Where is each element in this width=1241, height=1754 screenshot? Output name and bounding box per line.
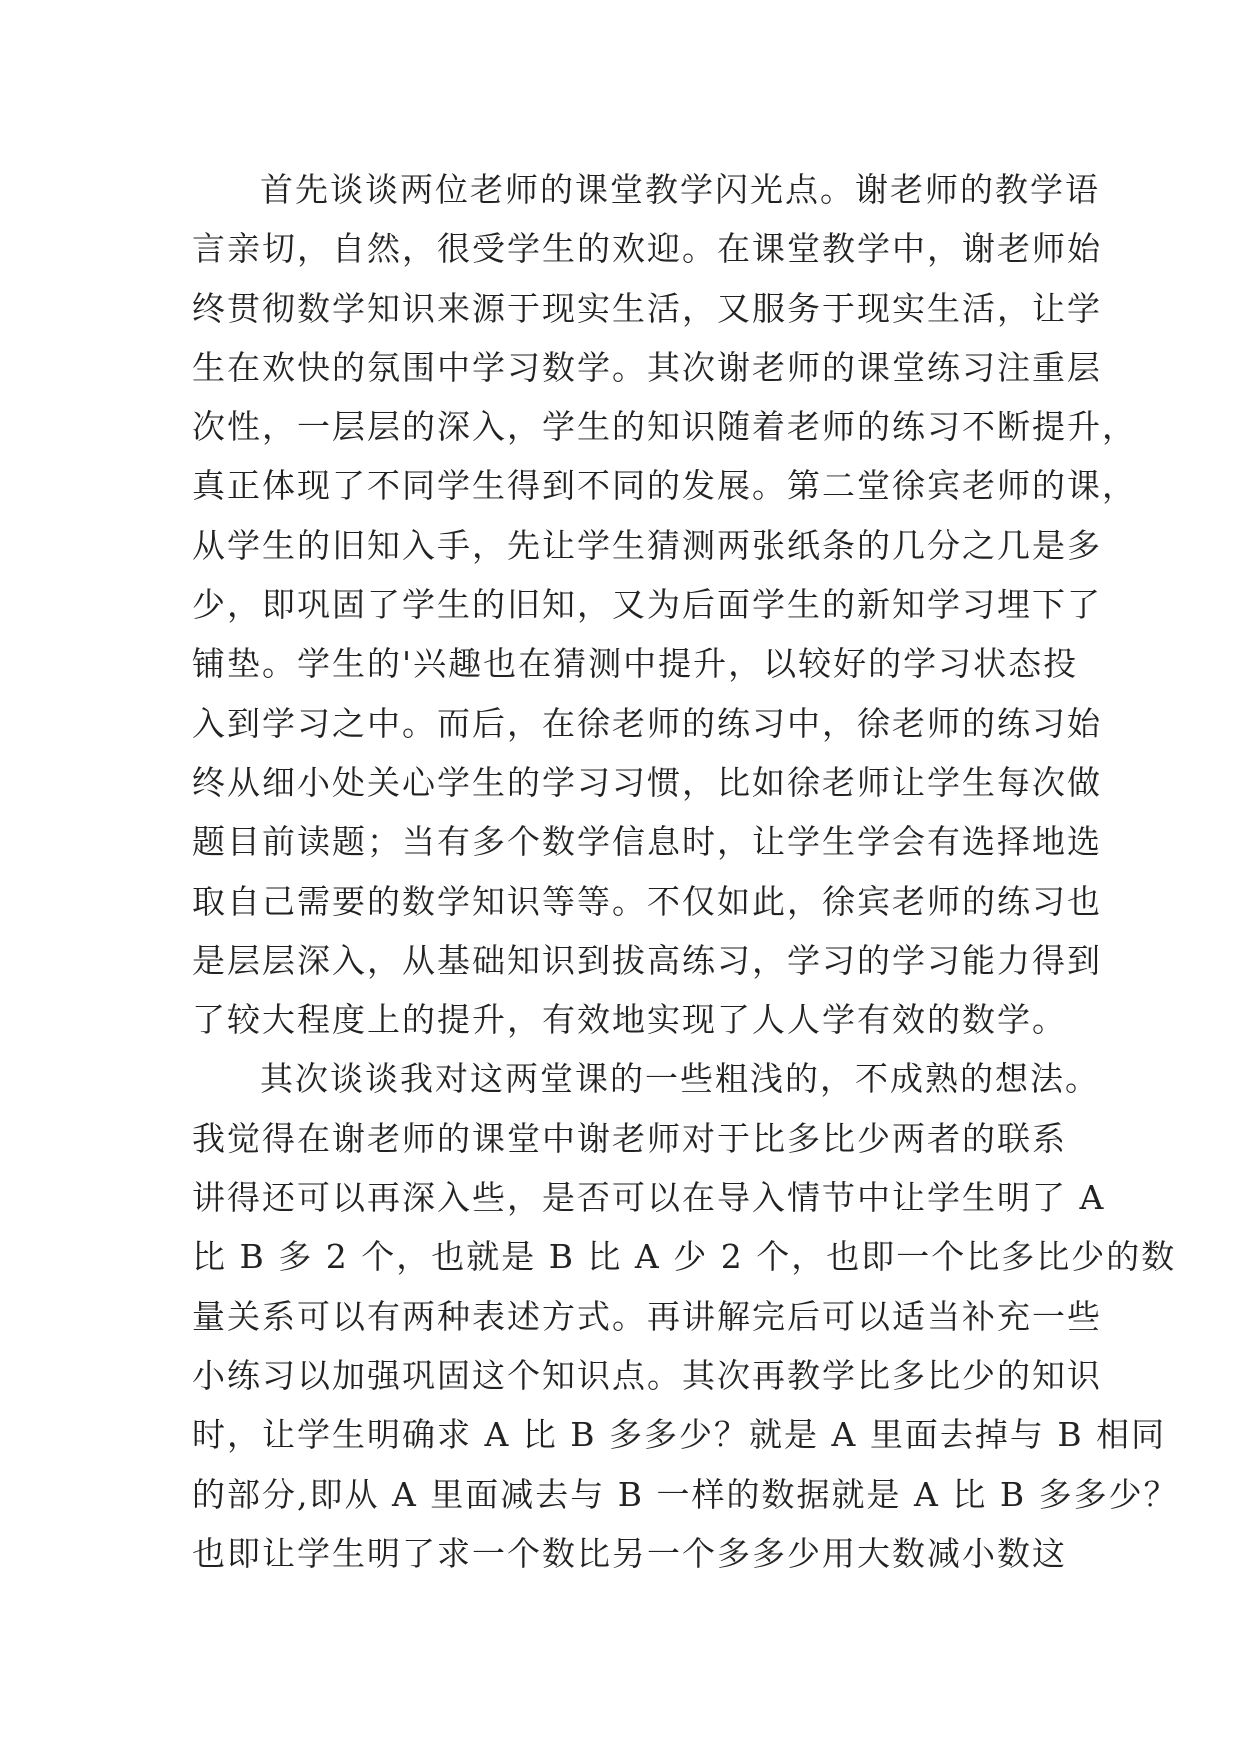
text-line: 量关系可以有两种表述方式。再讲解完后可以适当补充一些 [192, 1296, 1102, 1336]
paragraph-2 [192, 1049, 1179, 1583]
text-line: 少，即巩固了学生的旧知，又为后面学生的新知学习埋下了 [192, 585, 1102, 625]
text-line: 取自己需要的数学知识等等。不仅如此，徐宾老师的练习也 [192, 881, 1102, 921]
text-line: 小练习以加强巩固这个知识点。其次再教学比多比少的知识 [192, 1355, 1102, 1395]
text-line: 时，让学生明确求 A 比 B 多多少？就是 A 里面去掉与 B 相同 [192, 1415, 1167, 1455]
text-line: 铺垫。学生的'兴趣也在猜测中提升，以较好的学习状态投 [192, 644, 1079, 684]
text-line: 题目前读题；当有多个数学信息时，让学生学会有选择地选 [192, 822, 1102, 862]
text-line: 言亲切，自然，很受学生的欢迎。在课堂教学中，谢老师始 [192, 229, 1102, 269]
text-line: 是层层深入，从基础知识到拔高练习，学习的学习能力得到 [192, 940, 1102, 980]
text-line: 生在欢快的氛围中学习数学。其次谢老师的课堂练习注重层 [192, 347, 1102, 387]
text-line: 终从细小处关心学生的学习习惯，比如徐老师让学生每次做 [192, 762, 1102, 802]
body-text [192, 160, 1179, 1583]
text-line: 入到学习之中。而后，在徐老师的练习中，徐老师的练习始 [192, 703, 1102, 743]
text-line: 终贯彻数学知识来源于现实生活，又服务于现实生活，让学 [192, 288, 1102, 328]
text-line: 首先谈谈两位老师的课堂教学闪光点。谢老师的教学语 [260, 170, 1100, 209]
text-line: 讲得还可以再深入些，是否可以在导入情节中让学生明了 A [192, 1178, 1106, 1218]
text-line: 次性，一层层的深入，学生的知识随着老师的练习不断提升， [192, 407, 1137, 447]
text-line: 真正体现了不同学生得到不同的发展。第二堂徐宾老师的课， [192, 466, 1137, 506]
text-line: 也即让学生明了求一个数比另一个多多少用大数减小数这 [192, 1533, 1067, 1573]
text-line: 的部分,即从 A 里面减去与 B 一样的数据就是 A 比 B 多多少？ [192, 1474, 1179, 1514]
text-line: 我觉得在谢老师的课堂中谢老师对于比多比少两者的联系 [192, 1118, 1067, 1158]
text-line: 从学生的旧知入手，先让学生猜测两张纸条的几分之几是多 [192, 525, 1102, 565]
paragraph-1 [192, 160, 1137, 1049]
text-line: 其次谈谈我对这两堂课的一些粗浅的，不成熟的想法。 [260, 1059, 1100, 1099]
text-line: 比 B 多 2 个，也就是 B 比 A 少 2 个，也即一个比多比少的数 [192, 1237, 1177, 1277]
text-line: 了较大程度上的提升，有效地实现了人人学有效的数学。 [192, 1000, 1067, 1040]
